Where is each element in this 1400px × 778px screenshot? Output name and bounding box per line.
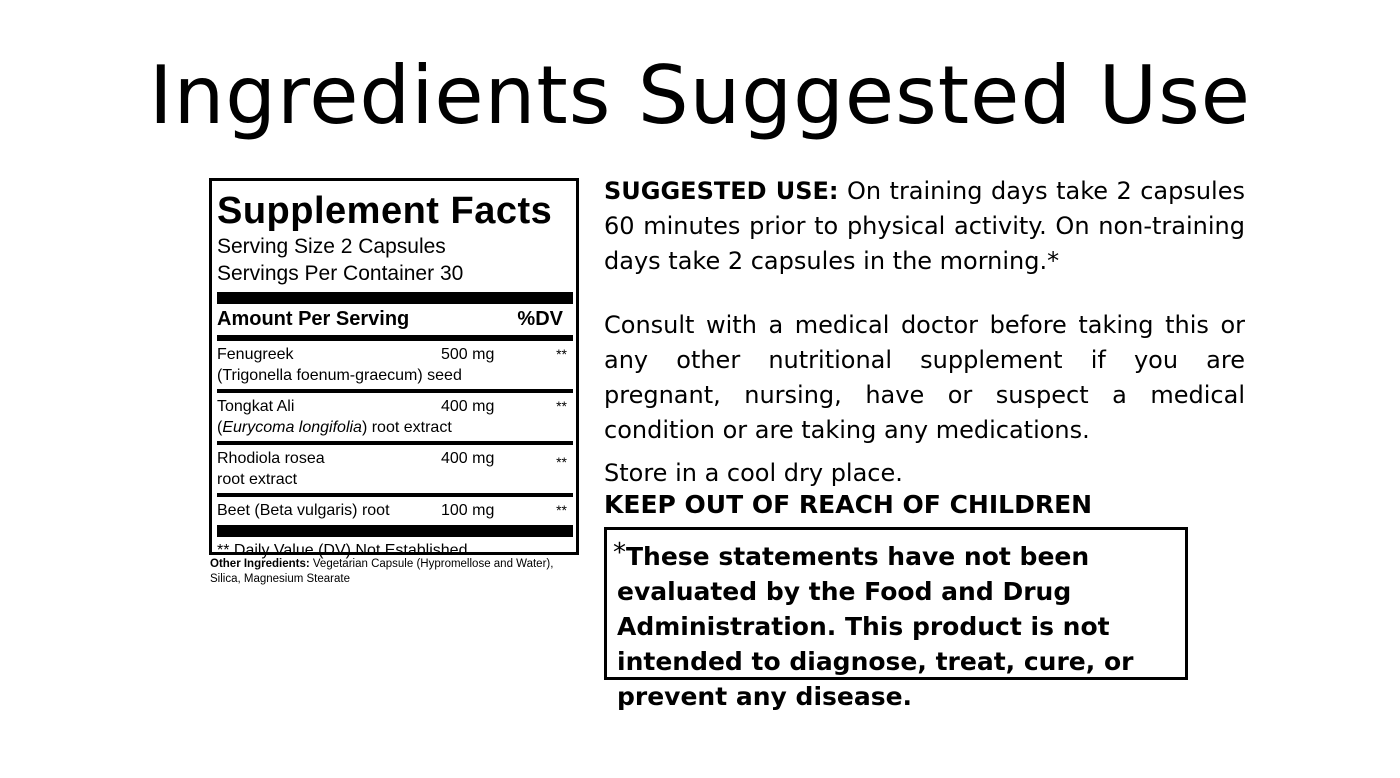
ingredient-source: (Eurycoma longifolia) root extract bbox=[217, 419, 452, 436]
other-ingredients-label: Other Ingredients: bbox=[210, 558, 310, 570]
divider-thick bbox=[217, 292, 573, 304]
amount-header-row bbox=[217, 307, 573, 331]
amount-per-serving-label: Amount Per Serving bbox=[217, 308, 410, 330]
ingredient-amount: 100 mg bbox=[441, 502, 495, 519]
ingredient-row bbox=[217, 497, 573, 521]
suggested-use-text: On training days take 2 capsules 60 minutes prior to physical activity. On non-training days take 2 capsules in the morning.* bbox=[604, 177, 1245, 275]
divider-thick bbox=[217, 525, 573, 537]
consult-paragraph: Consult with a medical doctor before taking this or any other nutritional supplement if you are pregnant, nursing, have or suspect a medical condition or are taking any medications. bbox=[604, 311, 1245, 444]
ingredient-amount: 400 mg bbox=[441, 450, 495, 467]
disclaimer-asterisk: * bbox=[613, 538, 626, 568]
storage-instruction: Store in a cool dry place. bbox=[604, 459, 903, 487]
dv-footnote: ** Daily Value (DV) Not Established bbox=[217, 542, 468, 559]
fda-disclaimer-box bbox=[604, 527, 1188, 711]
supplement-facts-panel bbox=[209, 178, 579, 559]
other-ingredients bbox=[210, 557, 580, 587]
ingredient-source: (Trigonella foenum-graecum) seed bbox=[217, 367, 462, 384]
disclaimer-text: These statements have not been evaluated by the Food and Drug Administration. This product is not intended to diagnose, treat, cure, or prevent any disease. bbox=[617, 542, 1134, 711]
ingredient-amount: 500 mg bbox=[441, 346, 495, 363]
ingredient-name: Fenugreek bbox=[217, 346, 294, 363]
ingredient-row bbox=[217, 341, 573, 386]
ingredient-name: Rhodiola rosea bbox=[217, 450, 325, 467]
keep-out-warning: KEEP OUT OF REACH OF CHILDREN bbox=[604, 490, 1093, 519]
ingredient-dv: ** bbox=[556, 346, 567, 362]
ingredient-name: Beet (Beta vulgaris) root bbox=[217, 502, 390, 519]
serving-size: Serving Size 2 Capsules bbox=[217, 235, 446, 258]
ingredient-amount: 400 mg bbox=[441, 398, 495, 415]
servings-per-container: Servings Per Container 30 bbox=[217, 262, 464, 285]
dv-header: %DV bbox=[517, 308, 563, 330]
supplement-facts-title: Supplement Facts bbox=[217, 190, 553, 232]
ingredient-dv: ** bbox=[556, 502, 567, 518]
ingredient-dv: ** bbox=[556, 454, 567, 470]
ingredient-row bbox=[217, 445, 573, 490]
ingredient-name: Tongkat Ali bbox=[217, 398, 295, 415]
ingredient-row bbox=[217, 393, 573, 438]
page-title: Ingredients Suggested Use bbox=[148, 49, 1252, 142]
suggested-use-paragraph bbox=[604, 174, 1245, 279]
other-ingredients-text: Vegetarian Capsule (Hypromellose and Water), Silica, Magnesium Stearate bbox=[210, 558, 554, 585]
ingredient-source: root extract bbox=[217, 471, 298, 488]
suggested-use-label: SUGGESTED USE: bbox=[604, 177, 839, 205]
ingredient-dv: ** bbox=[556, 398, 567, 414]
